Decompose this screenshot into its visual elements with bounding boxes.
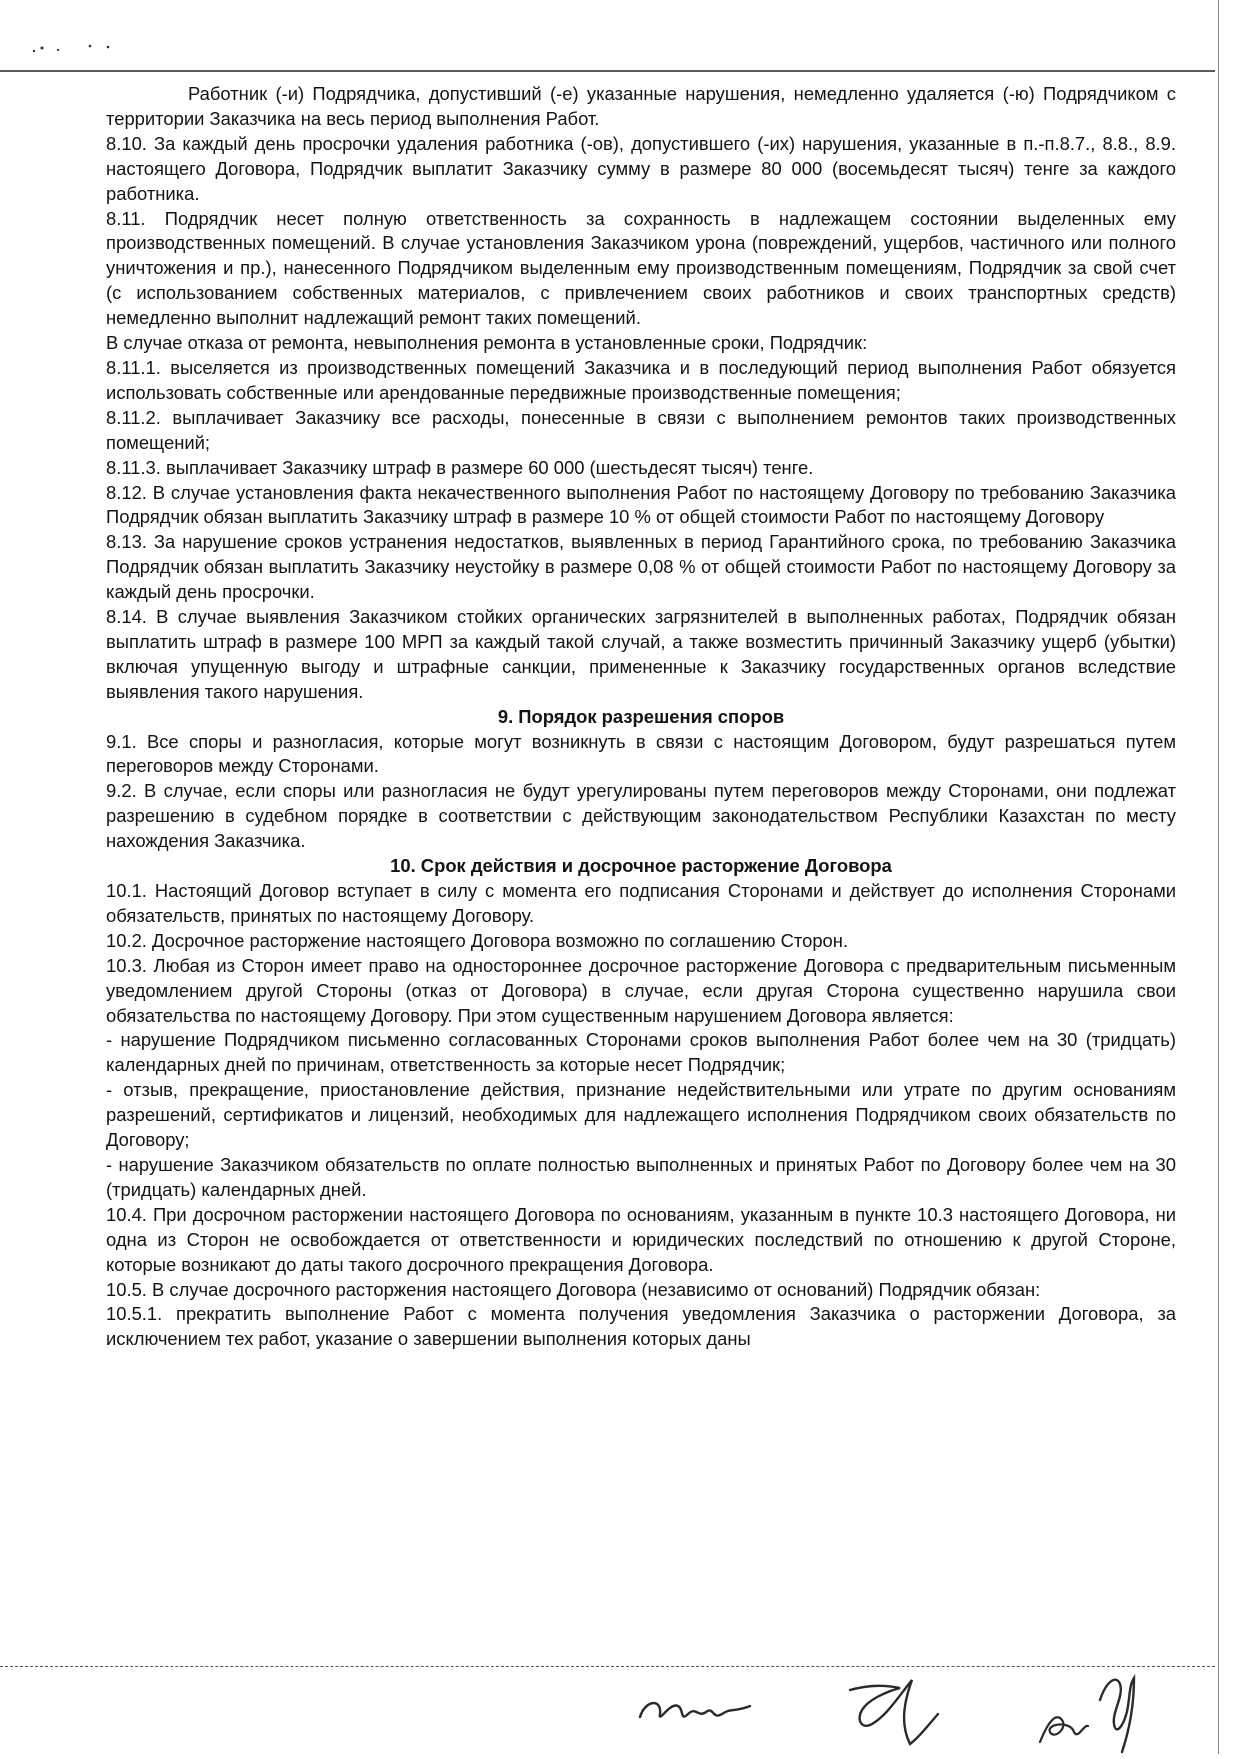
paragraph-repair-refusal: В случае отказа от ремонта, невыполнения ремонта в установленные сроки, Подрядчик: xyxy=(106,332,868,354)
signatures-area xyxy=(600,1662,1200,1754)
clause-8-11-1: 8.11.1. выселяется из производственных помещений Заказчика и в последующий период выполнения Работ обязуется использовать собственные или арендованные передвижные производственные помещения; xyxy=(106,356,1176,403)
clause-10-3-item-1: - нарушение Подрядчиком письменно согласованных Сторонами сроков выполнения Работ более чем на 30 (тридцать) календарных дней по причинам, ответственность за которые несет Подрядчик; xyxy=(106,1029,1176,1076)
signature-4 xyxy=(1100,1678,1134,1752)
scan-edge-top xyxy=(0,70,1215,72)
paragraph-worker-removal: Работник (-и) Подрядчика, допустивший (-е) указанные нарушения, немедленно удаляется (-ю) Подрядчиком с территории Заказчика на весь период выполнения Работ. xyxy=(106,83,1176,129)
signature-2 xyxy=(850,1680,938,1744)
signature-3 xyxy=(1040,1717,1088,1742)
section-9-heading: 9. Порядок разрешения споров xyxy=(497,705,785,727)
clause-9-1: 9.1. Все споры и разногласия, которые могут возникнуть в связи с настоящим Договором, будут разрешаться путем переговоров между Сторонами. xyxy=(106,730,1176,777)
section-10-heading: 10. Срок действия и досрочное расторжение Договора xyxy=(390,855,892,877)
clause-10-3-item-2: - отзыв, прекращение, приостановление действия, признание недействительными или утрате по другим основаниям разрешений, сертификатов и лицензий, необходимых для надлежащего исполнения Подрядчиком своих обязательств по Договору; xyxy=(106,1079,1176,1151)
signature-1 xyxy=(640,1703,750,1717)
clause-8-11: 8.11. Подрядчик несет полную ответственность за сохранность в надлежащем состоянии выделенных ему производственных помещений. В случае установления Заказчиком урона (повреждений, ущербов, частичного или полного уничтожения и пр.), нанесенного Подрядчиком выделенным ему производственным помещениям, Подрядчик за свой счет (с использованием собственных материалов, с привлечением своих работников и своих транспортных средств) немедленно выполнит надлежащий ремонт таких помещений. xyxy=(106,207,1176,329)
scan-edge-right xyxy=(1218,0,1219,1754)
clause-10-5: 10.5. В случае досрочного расторжения настоящего Договора (независимо от оснований) Подрядчик обязан: xyxy=(106,1278,1041,1300)
clause-8-13: 8.13. За нарушение сроков устранения недостатков, выявленных в период Гарантийного срока, по требованию Заказчика Подрядчик обязан выплатить Заказчику неустойку в размере 0,08 % от общей стоимости Работ по настоящему Договору за каждый день просрочки. xyxy=(106,531,1176,603)
clause-8-14: 8.14. В случае выявления Заказчиком стойких органических загрязнителей в выполненных работах, Подрядчик обязан выплатить штраф в размере 100 МРП за каждый такой случай, а также возместить причинный Заказчику ущерб (убытки) включая упущенную выгоду и штрафные санкции, примененные к Заказчику государственных органов вследствие выявления такого нарушения. xyxy=(106,606,1176,702)
clause-10-3-item-3: - нарушение Заказчиком обязательств по оплате полностью выполненных и принятых Работ по Договору более чем на 30 (тридцать) календарных дней. xyxy=(106,1153,1176,1200)
clause-10-5-1: 10.5.1. прекратить выполнение Работ с момента получения уведомления Заказчика о расторжении Договора, за исключением тех работ, указание о завершении выполнения которых даны xyxy=(106,1303,1176,1350)
clause-8-11-3: 8.11.3. выплачивает Заказчику штраф в размере 60 000 (шестьдесят тысяч) тенге. xyxy=(106,456,814,478)
clause-9-2: 9.2. В случае, если споры или разногласия не будут урегулированы путем переговоров между Сторонами, они подлежат разрешению в судебном порядке в соответствии с действующим законодательством Республики Казахстан по месту нахождения Заказчика. xyxy=(106,780,1176,852)
clause-10-2: 10.2. Досрочное расторжение настоящего Договора возможно по соглашению Сторон. xyxy=(106,929,849,951)
clause-8-12: 8.12. В случае установления факта некачественного выполнения Работ по настоящему Договору по требованию Заказчика Подрядчик обязан выплатить Заказчику штраф в размере 10 % от общей стоимости Работ по настоящему Договору xyxy=(106,481,1176,528)
clause-10-3: 10.3. Любая из Сторон имеет право на одностороннее досрочное расторжение Договора с предварительным письменным уведомлением другой Стороны (отказ от Договора) в случае, если другая Сторона существенно нарушила свои обязательства по настоящему Договору. При этом существенным нарушением Договора является: xyxy=(106,954,1176,1026)
clause-10-4: 10.4. При досрочном расторжении настоящего Договора по основаниям, указанным в пункте 10.3 настоящего Договора, ни одна из Сторон не освобождается от ответственности и юридических последствий по отношению к другой Стороне, которые возникают до даты такого досрочного прекращения Договора. xyxy=(106,1203,1176,1275)
clause-10-1: 10.1. Настоящий Договор вступает в силу с момента его подписания Сторонами и действует до исполнения Сторонами обязательств, принятых по настоящему Договору. xyxy=(106,880,1176,926)
signature-marks xyxy=(600,1662,1200,1754)
clause-8-10: 8.10. За каждый день просрочки удаления работника (-ов), допустившего (-их) нарушения, указанные в п.-п.8.7., 8.8., 8.9. настоящего Договора, Подрядчик выплатит Заказчику сумму в размере 80 000 (восемьдесят тысяч) тенге за каждого работника. xyxy=(106,132,1176,204)
scan-specks xyxy=(30,42,120,56)
document-body xyxy=(106,82,1176,1352)
clause-8-11-2: 8.11.2. выплачивает Заказчику все расходы, понесенные в связи с выполнением ремонтов таких производственных помещений; xyxy=(106,406,1176,453)
